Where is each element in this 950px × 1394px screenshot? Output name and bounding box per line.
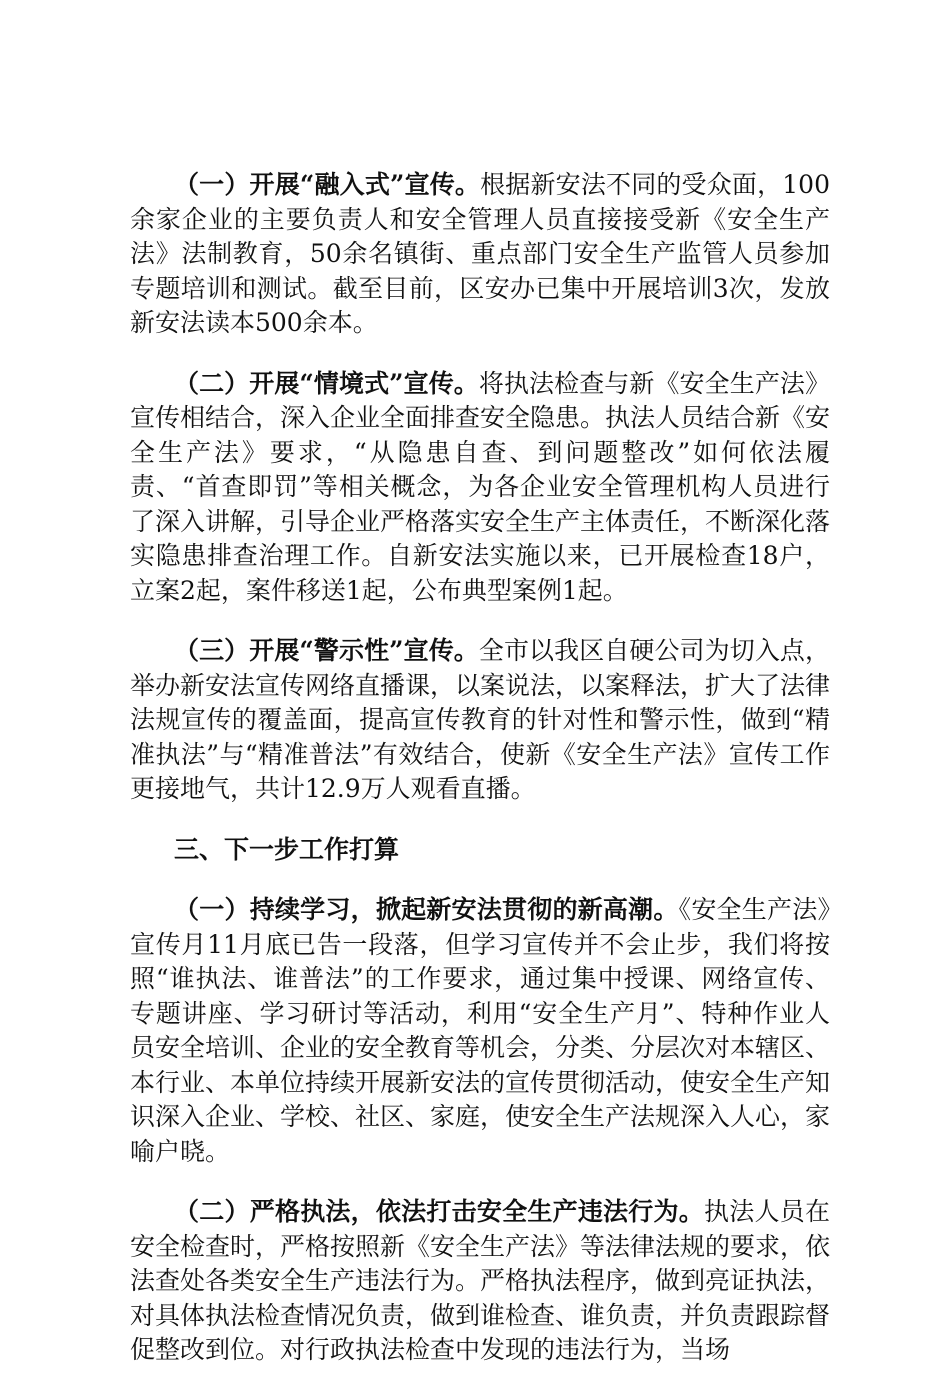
paragraph-2-text: 将执法检查与新《安全生产法》宣传相结合，深入企业全面排查安全隐患。执法人员结合新《安全生产法》要求，“从隐患自查、到问题整改”如何依法履责、“首查即罚”等相关概念，为各企业安全管理机构人员进行了深入讲解，引导企业严格落实安全生产主体责任，不断深化落实隐患排查治理工作。自新安法实施以来，已开展检查18户，立案2起，案件移送1起，公布典型案例1起。 — [130, 368, 831, 605]
paragraph-3 — [130, 634, 830, 807]
paragraph-4 — [130, 893, 830, 1169]
paragraph-2 — [130, 367, 830, 609]
section-heading-text: 三、下一步工作打算 — [174, 834, 400, 864]
paragraph-5-text: 执法人员在安全检查时，严格按照新《安全生产法》等法律法规的要求，依法查处各类安全生产违法行为。严格执法程序，做到亮证执法，对具体执法检查情况负责，做到谁检查、谁负责，并负责跟踪督促整改到位。对行政执法检查中发现的违法行为，当场 — [130, 1197, 831, 1364]
document-body — [130, 168, 830, 1394]
paragraph-1-lead: （一）开展“融入式”宣传。 — [174, 170, 481, 199]
paragraph-3-text: 全市以我区自硬公司为切入点，举办新安法宣传网络直播课，以案说法，以案释法，扩大了法律法规宣传的覆盖面，提高宣传教育的针对性和警示性，做到“精准执法”与“精准普法”有效结合，使新《安全生产法》宣传工作更接地气，共计12.9万人观看直播。 — [130, 636, 831, 803]
paragraph-4-text: 《安全生产法》宣传月11月底已告一段落，但学习宣传并不会止步，我们将按照“谁执法、谁普法”的工作要求，通过集中授课、网络宣传、专题讲座、学习研讨等活动，利用“安全生产月”、特种作业人员安全培训、企业的安全教育等机会，分类、分层次对本辖区、本行业、本单位持续开展新安法的宣传贯彻活动，使安全生产知识深入企业、学校、社区、家庭，使安全生产法规深入人心，家喻户晓。 — [130, 895, 831, 1166]
section-heading — [130, 833, 830, 868]
paragraph-5-lead: （二）严格执法，依法打击安全生产违法行为。 — [174, 1197, 705, 1226]
paragraph-5 — [130, 1195, 830, 1368]
paragraph-3-lead: （三）开展“警示性”宣传。 — [174, 636, 479, 665]
paragraph-1-text: 根据新安法不同的受众面，100余家企业的主要负责人和安全管理人员直接接受新《安全生产法》法制教育，50余名镇街、重点部门安全生产监管人员参加专题培训和测试。截至目前，区安办已集中开展培训3次，发放新安法读本500余本。 — [130, 170, 830, 337]
paragraph-4-lead: （一）持续学习，掀起新安法贯彻的新高潮。 — [174, 895, 679, 924]
paragraph-1 — [130, 168, 830, 341]
paragraph-2-lead: （二）开展“情境式”宣传。 — [174, 368, 479, 398]
